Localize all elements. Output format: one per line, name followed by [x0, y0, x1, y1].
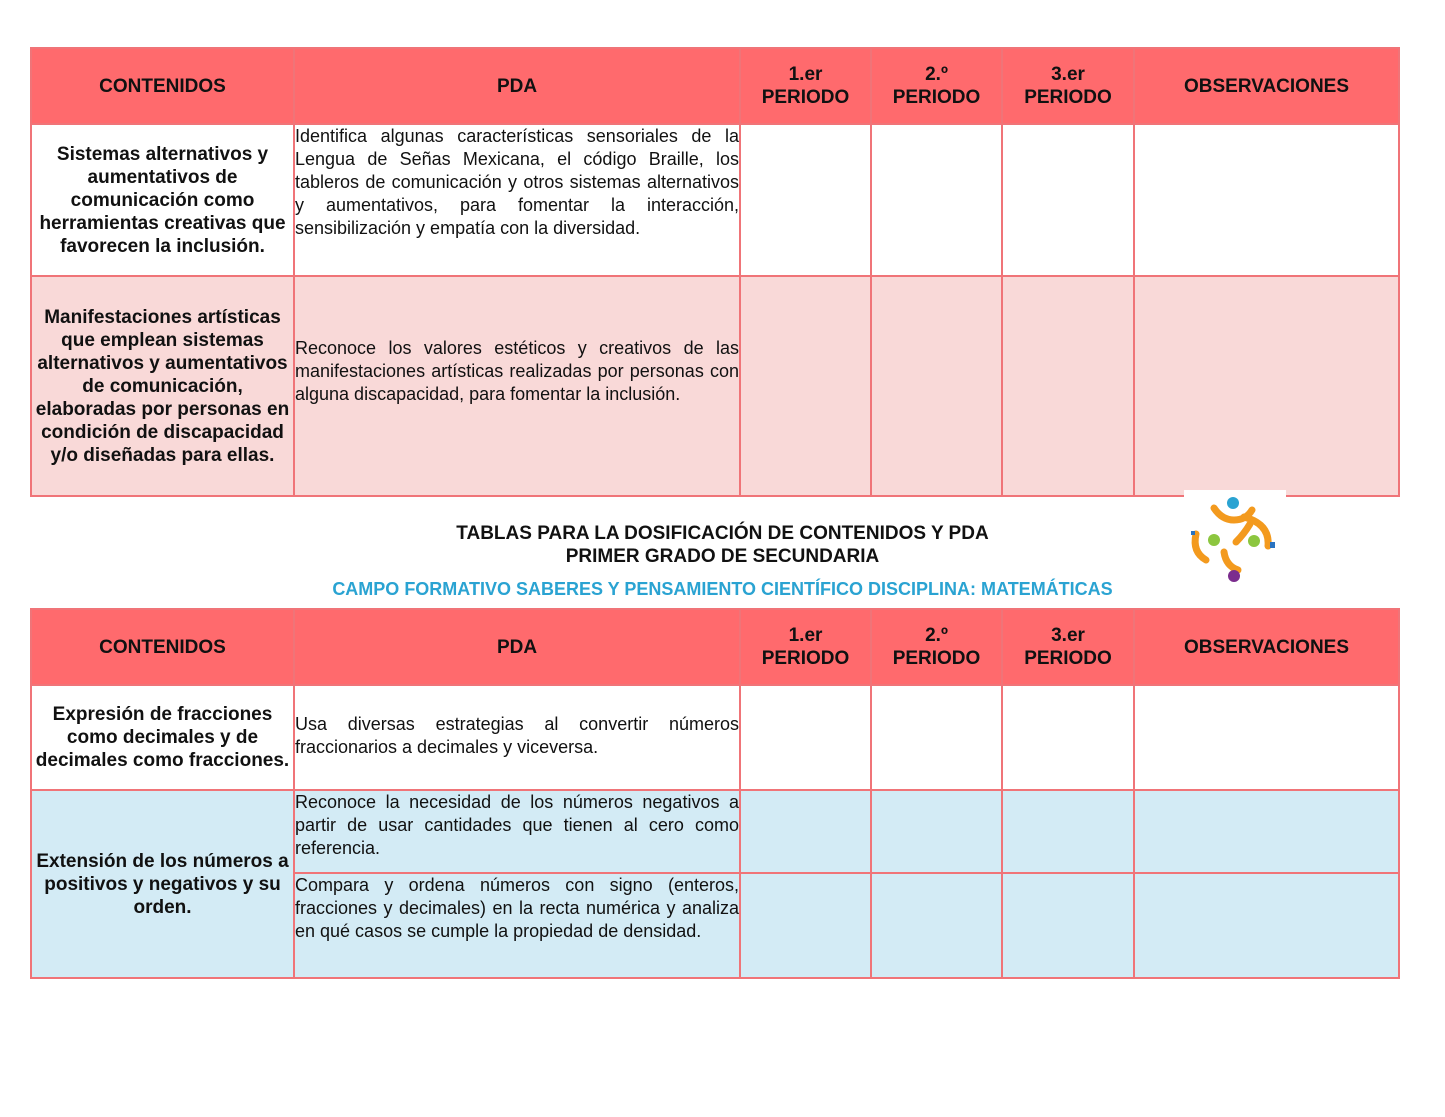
observaciones-cell[interactable]: [1134, 685, 1399, 790]
dosification-table-2: [30, 608, 1400, 979]
contenido-cell: Extensión de los números a positivos y negativos y su orden.: [31, 790, 294, 978]
contenido-cell: Sistemas alternativos y aumentativos de comunicación como herramientas creativas que favorecen la inclusión.: [31, 124, 294, 276]
observaciones-cell[interactable]: [1134, 873, 1399, 978]
periodo-1-cell[interactable]: [740, 124, 871, 276]
pda-cell: Reconoce los valores estéticos y creativos de las manifestaciones artísticas realizadas por personas con alguna discapacidad, para fomentar la inclusión.: [294, 276, 740, 496]
periodo-1-cell[interactable]: [740, 685, 871, 790]
table-row: [31, 124, 1399, 276]
title-line-2: PRIMER GRADO DE SECUNDARIA: [565, 546, 880, 567]
observaciones-cell[interactable]: [1134, 790, 1399, 873]
header-periodo-1: 1.er PERIODO: [740, 609, 871, 685]
periodo-3-cell[interactable]: [1002, 873, 1134, 978]
table-row: [31, 685, 1399, 790]
header-contenidos: CONTENIDOS: [31, 48, 294, 124]
people-circle-logo-icon: [1184, 490, 1286, 584]
header-periodo-3: 3.er PERIODO: [1002, 48, 1134, 124]
dosification-table-1: [30, 47, 1400, 497]
contenido-cell: Expresión de fracciones como decimales y de decimales como fracciones.: [31, 685, 294, 790]
table-row: [31, 790, 1399, 873]
periodo-2-cell[interactable]: [871, 790, 1002, 873]
header-periodo-2: 2.º PERIODO: [871, 48, 1002, 124]
title-line-1: TABLAS PARA LA DOSIFICACIÓN DE CONTENIDOS Y PDA: [456, 523, 989, 544]
observaciones-cell[interactable]: [1134, 124, 1399, 276]
periodo-2-cell[interactable]: [871, 685, 1002, 790]
section-subtitle: CAMPO FORMATIVO SABERES Y PENSAMIENTO CIENTÍFICO DISCIPLINA: MATEMÁTICAS: [332, 579, 1113, 599]
pda-cell: Identifica algunas características sensoriales de la Lengua de Señas Mexicana, el código Braille, los tableros de comunicación y otros sistemas alternativos y aumentativos, para fomentar la interacción, sensibilización y empatía con la diversidad.: [294, 124, 740, 276]
header-contenidos: CONTENIDOS: [31, 609, 294, 685]
periodo-2-cell[interactable]: [871, 873, 1002, 978]
header-pda: PDA: [294, 609, 740, 685]
periodo-3-cell[interactable]: [1002, 124, 1134, 276]
header-periodo-3: 3.er PERIODO: [1002, 609, 1134, 685]
header-observaciones: OBSERVACIONES: [1134, 48, 1399, 124]
table-header-row: [31, 609, 1399, 685]
periodo-3-cell[interactable]: [1002, 790, 1134, 873]
pda-cell: Usa diversas estrategias al convertir números fraccionarios a decimales y viceversa.: [294, 685, 740, 790]
periodo-1-cell[interactable]: [740, 790, 871, 873]
pda-cell: Reconoce la necesidad de los números negativos a partir de usar cantidades que tienen al cero como referencia.: [294, 790, 740, 873]
pda-cell: Compara y ordena números con signo (enteros, fracciones y decimales) en la recta numérica y analiza en qué casos se cumple la propiedad de densidad.: [294, 873, 740, 978]
header-observaciones: OBSERVACIONES: [1134, 609, 1399, 685]
periodo-2-cell[interactable]: [871, 276, 1002, 496]
header-periodo-1: 1.er PERIODO: [740, 48, 871, 124]
table-row: [31, 276, 1399, 496]
periodo-1-cell[interactable]: [740, 276, 871, 496]
table-header-row: [31, 48, 1399, 124]
periodo-1-cell[interactable]: [740, 873, 871, 978]
header-periodo-2: 2.º PERIODO: [871, 609, 1002, 685]
header-pda: PDA: [294, 48, 740, 124]
periodo-2-cell[interactable]: [871, 124, 1002, 276]
periodo-3-cell[interactable]: [1002, 685, 1134, 790]
contenido-cell: Manifestaciones artísticas que emplean sistemas alternativos y aumentativos de comunicación, elaboradas por personas en condición de discapacidad y/o diseñadas para ellas.: [31, 276, 294, 496]
periodo-3-cell[interactable]: [1002, 276, 1134, 496]
observaciones-cell[interactable]: [1134, 276, 1399, 496]
